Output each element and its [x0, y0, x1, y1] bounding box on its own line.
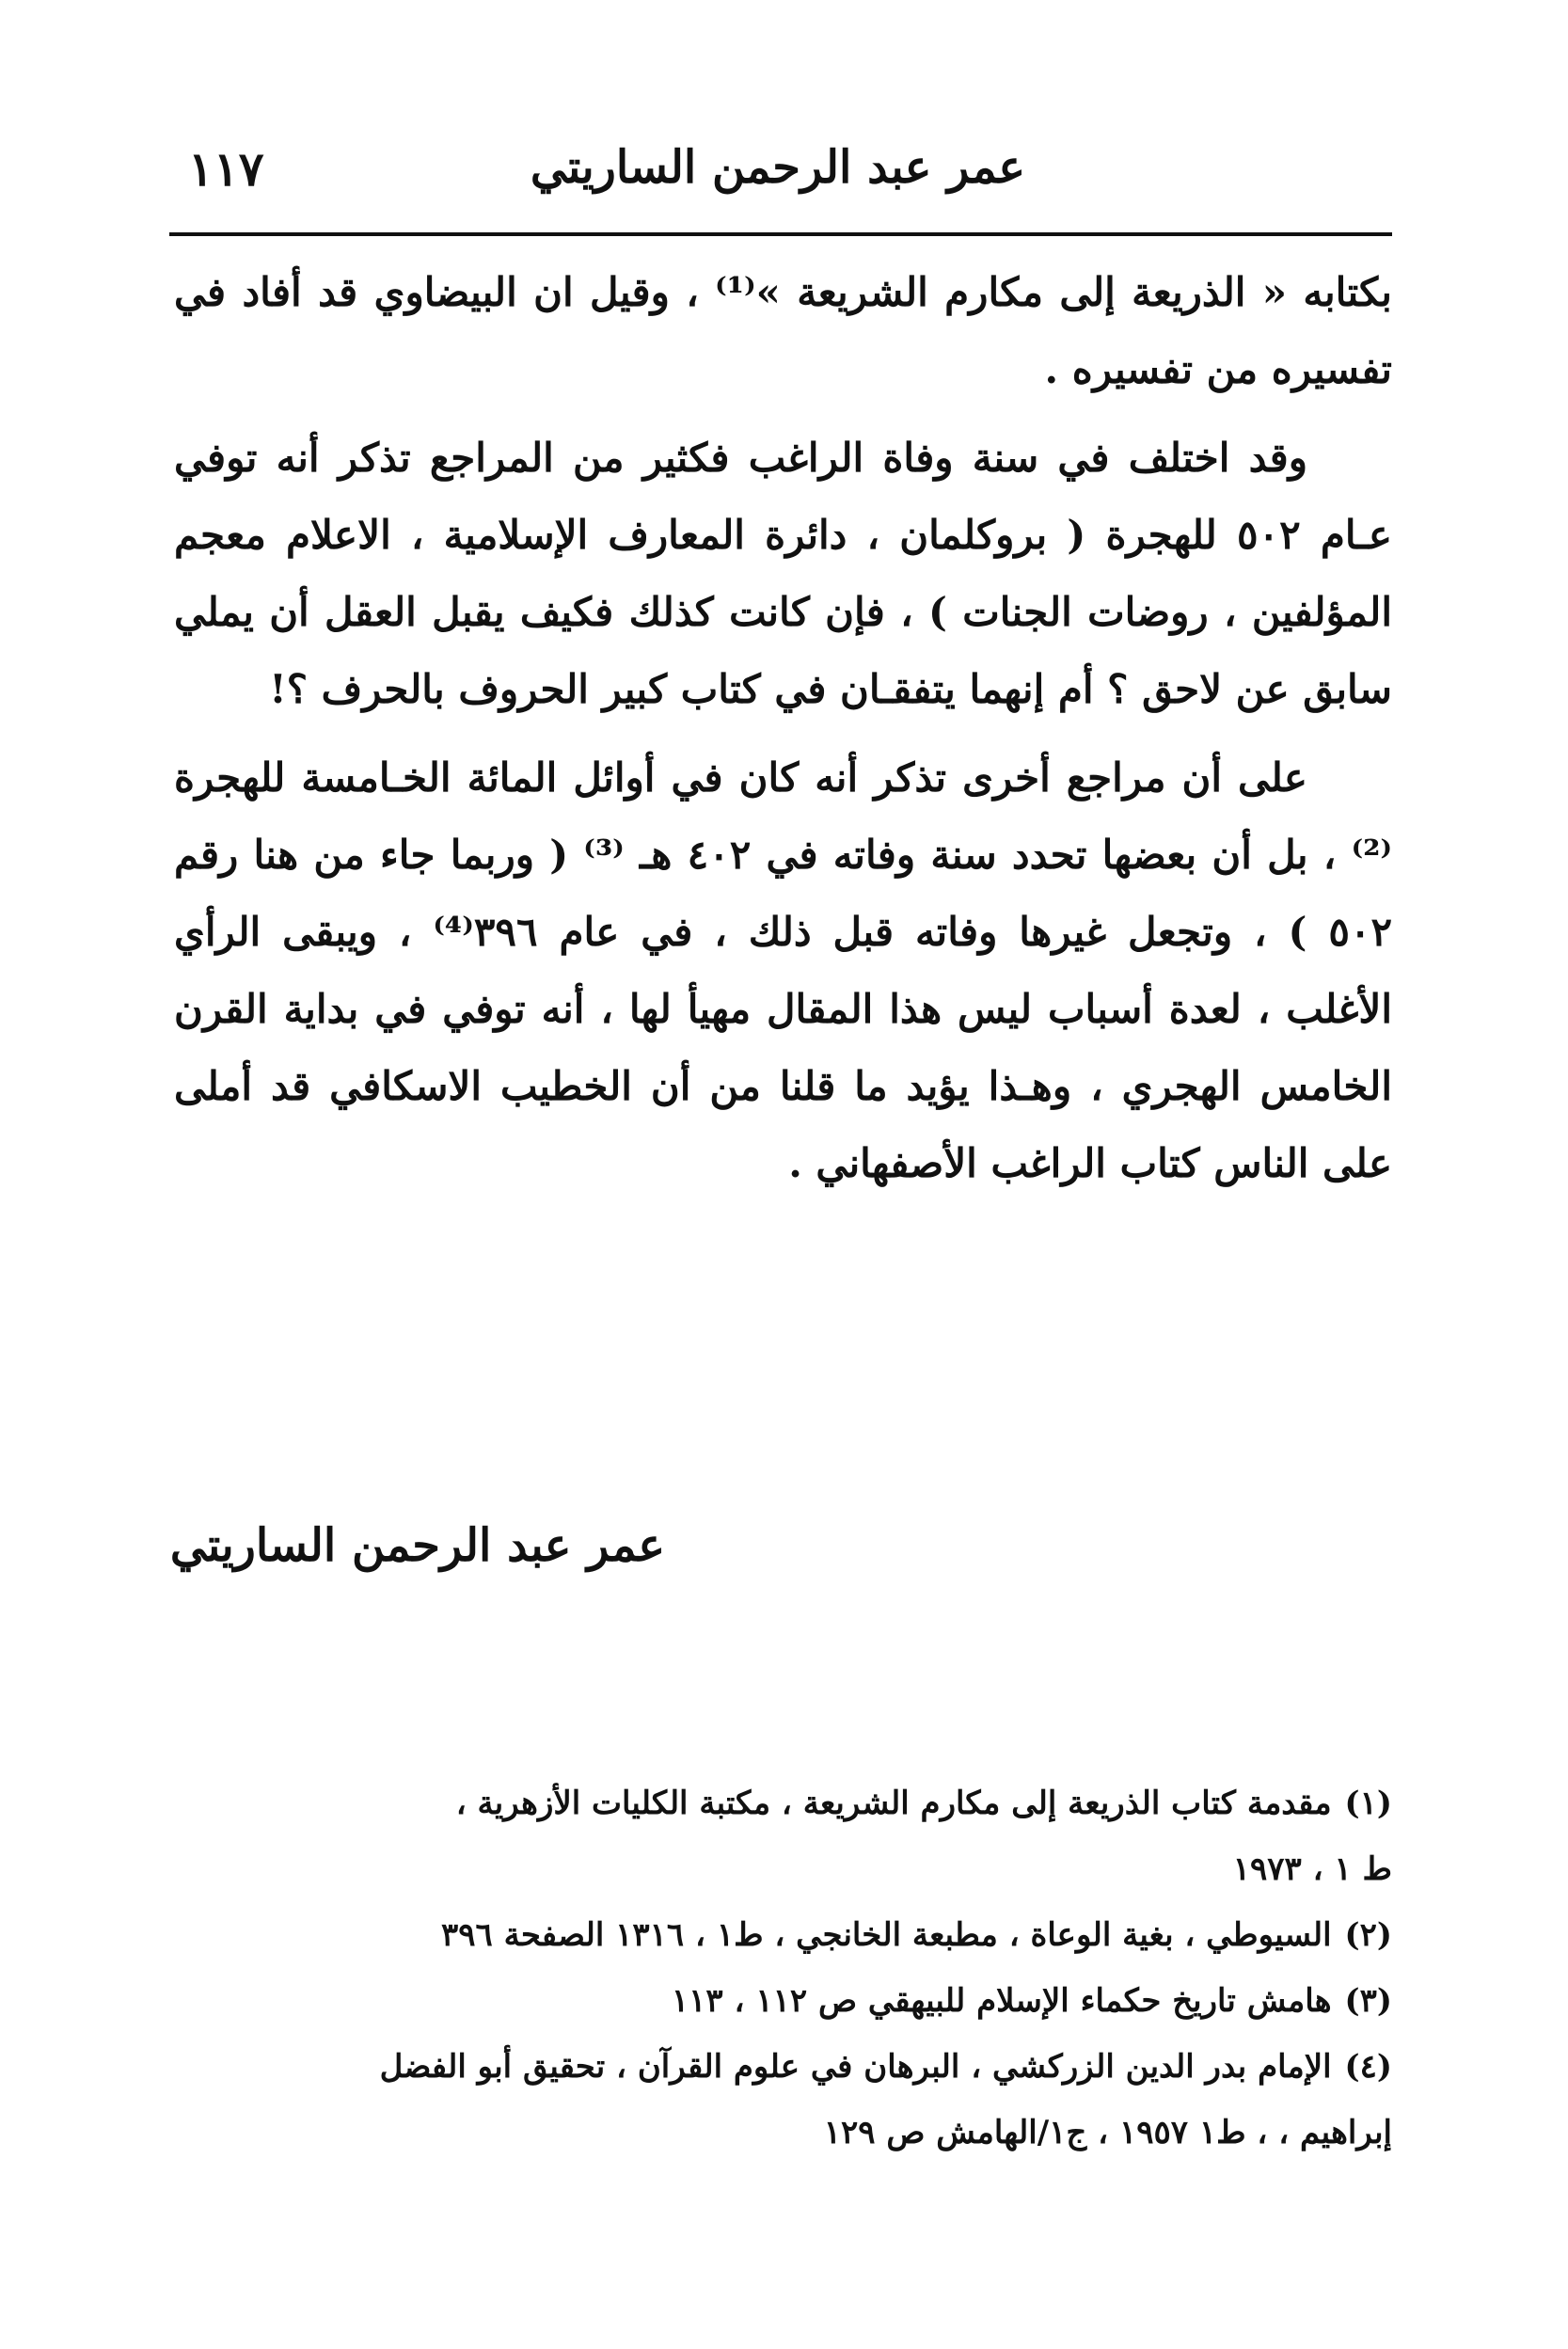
footnote-number: (٢): [1344, 1916, 1392, 1954]
footnote-4: [165, 2034, 1392, 2100]
footnote-3: [165, 1968, 1392, 2034]
footnote-number: (١): [1344, 1785, 1392, 1822]
paragraph-1: بكتابه « الذريعة إلى مكارم الشريعة »⁽¹⁾ ، وقيل ان البيضاوي قد أفاد في تفسيره من تفسيره .: [174, 269, 1392, 392]
footnote-4-continuation: [165, 2100, 1392, 2166]
page-number: ١١٧: [188, 141, 264, 197]
footnote-number: (٣): [1344, 1982, 1392, 2020]
author-signature: عمر عبد الرحمن الساريتي: [169, 1519, 665, 1572]
paragraph-3: على أن مراجع أخرى تذكر أنه كان في أوائل المائة الخـامسة للهجرة ⁽²⁾ ، بل أن بعضها تحدد سنة وفاته في ٤٠٢ هـ ⁽³⁾ ( وربما جاء من هنا رقم ٥٠٢ ) ، وتجعل غيرها وفاته قبل ذلك ، في عام ٣٩٦⁽⁴⁾ ، ويبقى الرأي الأغلب ، لعدة أسباب ليس هذا المقال مهيأ لها ، أنه توفي في بداية القرن الخامس الهجري ، وهـذا يؤيد ما قلنا من أن الخطيب الاسكافي قد أملى على الناس كتاب الراغب الأصفهاني .: [174, 754, 1393, 1186]
footnote-1: [165, 1770, 1392, 1836]
body-text: [174, 254, 1392, 1214]
footnote-text: السيوطي ، بغية الوعاة ، مطبعة الخانجي ، ط١ ، ١٣١٦ الصفحة ٣٩٦: [440, 1916, 1332, 1954]
footnote-text: مقدمة كتاب الذريعة إلى مكارم الشريعة ، مكتبة الكليات الأزهرية ،: [455, 1785, 1332, 1822]
footnote-1-continuation: [165, 1836, 1392, 1902]
footnote-text: هامش تاريخ حكماء الإسلام للبيهقي ص ١١٢ ، ١١٣: [671, 1982, 1332, 2020]
page-header: [169, 141, 1392, 216]
paragraph-2: وقد اختلف في سنة وفاة الراغب فكثير من المراجع تذكر أنه توفي عـام ٥٠٢ للهجرة ( بروكلمان ، دائرة المعارف الإسلامية ، الاعلام معجم المؤلفين ، روضات الجنات ) ، فإن كانت كذلك فكيف يقبل العقل أن يملي سابق عن لاحق ؟ أم إنهما يتفقـان في كتاب كبير الحروف بالحرف ؟!: [174, 435, 1392, 712]
footnote-2: [165, 1902, 1392, 1968]
footnote-text-continuation: ط ١ ، ١٩٧٣: [1232, 1850, 1392, 1888]
footnote-text: الإمام بدر الدين الزركشي ، البرهان في علوم القرآن ، تحقيق أبو الفضل: [379, 2048, 1332, 2086]
running-title: عمر عبد الرحمن الساريتي: [530, 141, 1025, 194]
footnote-text-continuation: إبراهيم ، ، ط١ ١٩٥٧ ، ج١/الهامش ص ١٢٩: [823, 2114, 1392, 2151]
footnotes: [165, 1770, 1392, 2166]
footnote-number: (٤): [1344, 2048, 1392, 2086]
header-divider: [169, 232, 1392, 236]
